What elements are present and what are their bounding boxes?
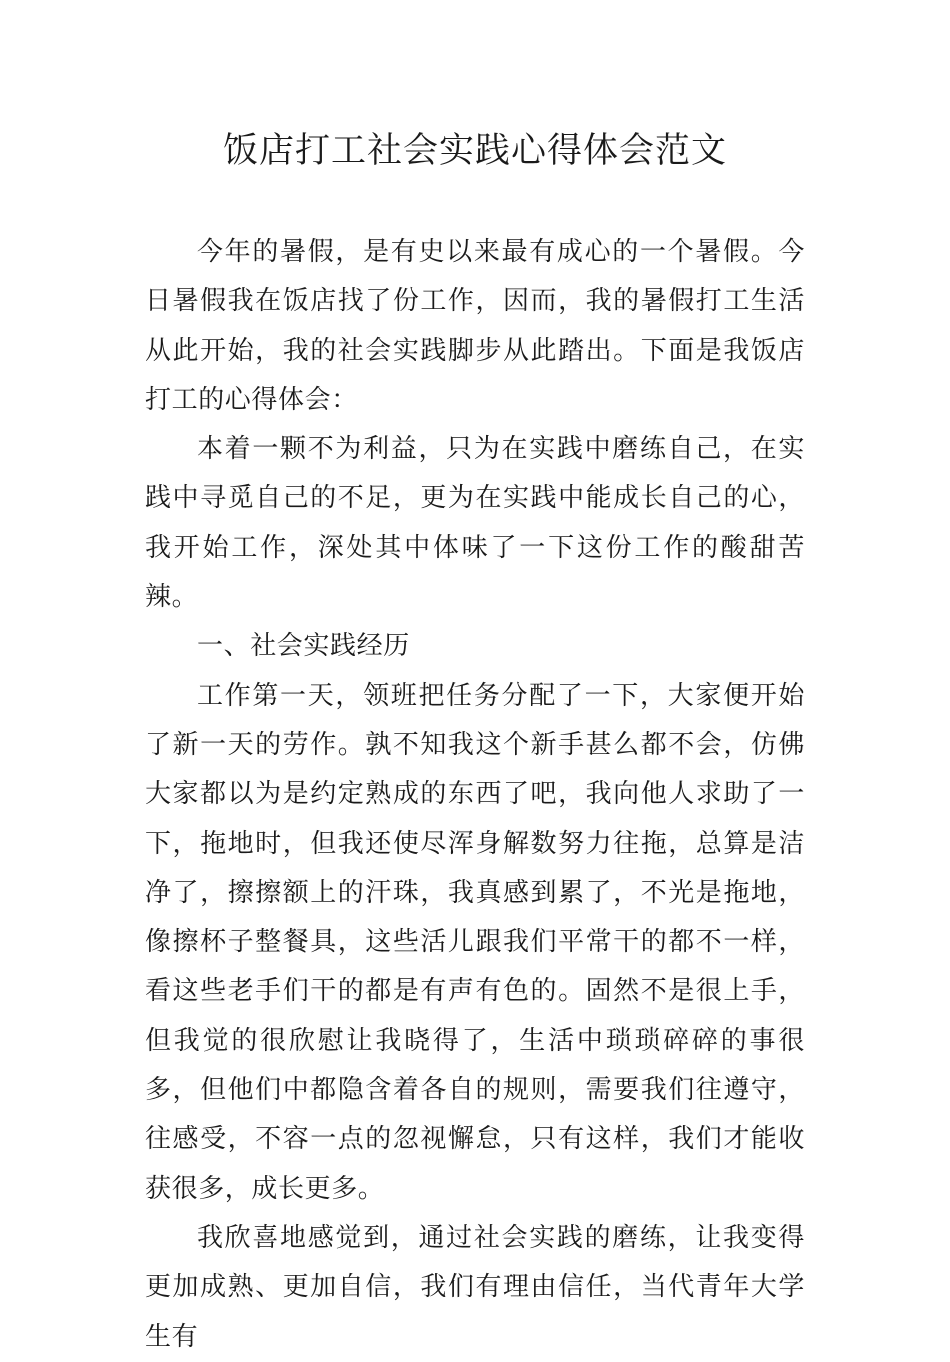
section-heading: 一、社会实践经历: [197, 631, 410, 662]
paragraph-reflection: 我欣喜地感觉到，通过社会实践的磨练，让我变得更加成熟、更加自信，我们有理由信任，当代青年大学生有: [145, 1222, 805, 1352]
document-title: 饭店打工社会实践心得体会范文: [222, 131, 727, 171]
paragraph-motivation: 本着一颗不为利益，只为在实践中磨练自己，在实践中寻觅自己的不足，更为在实践中能成长自己的心，我开始工作，深处其中体味了一下这份工作的酸甜苦辣。: [145, 434, 805, 613]
paragraph-experience: 工作第一天，领班把任务分配了一下，大家便开始了新一天的劳作。孰不知我这个新手甚么都不会，仿佛大家都以为是约定熟成的东西了吧，我向他人求助了一下，拖地时，但我还使尽浑身解数努力往拖，总算是洁净了，擦擦额上的汗珠，我真感到累了，不光是拖地，像擦杯子整餐具，这些活儿跟我们平常干的都不一样，看这些老手们干的都是有声有色的。固然不是很上手，但我觉的很欣慰让我晓得了，生活中琐琐碎碎的事很多，但他们中都隐含着各自的规则，需要我们往遵守，往感受，不容一点的忽视懈怠，只有这样，我们才能收获很多，成长更多。: [145, 680, 805, 1204]
paragraph-intro: 今年的暑假，是有史以来最有成心的一个暑假。今日暑假我在饭店找了份工作，因而，我的暑假打工生活从此开始，我的社会实践脚步从此踏出。下面是我饭店打工的心得体会：: [145, 237, 805, 415]
document-body: [145, 228, 805, 1362]
